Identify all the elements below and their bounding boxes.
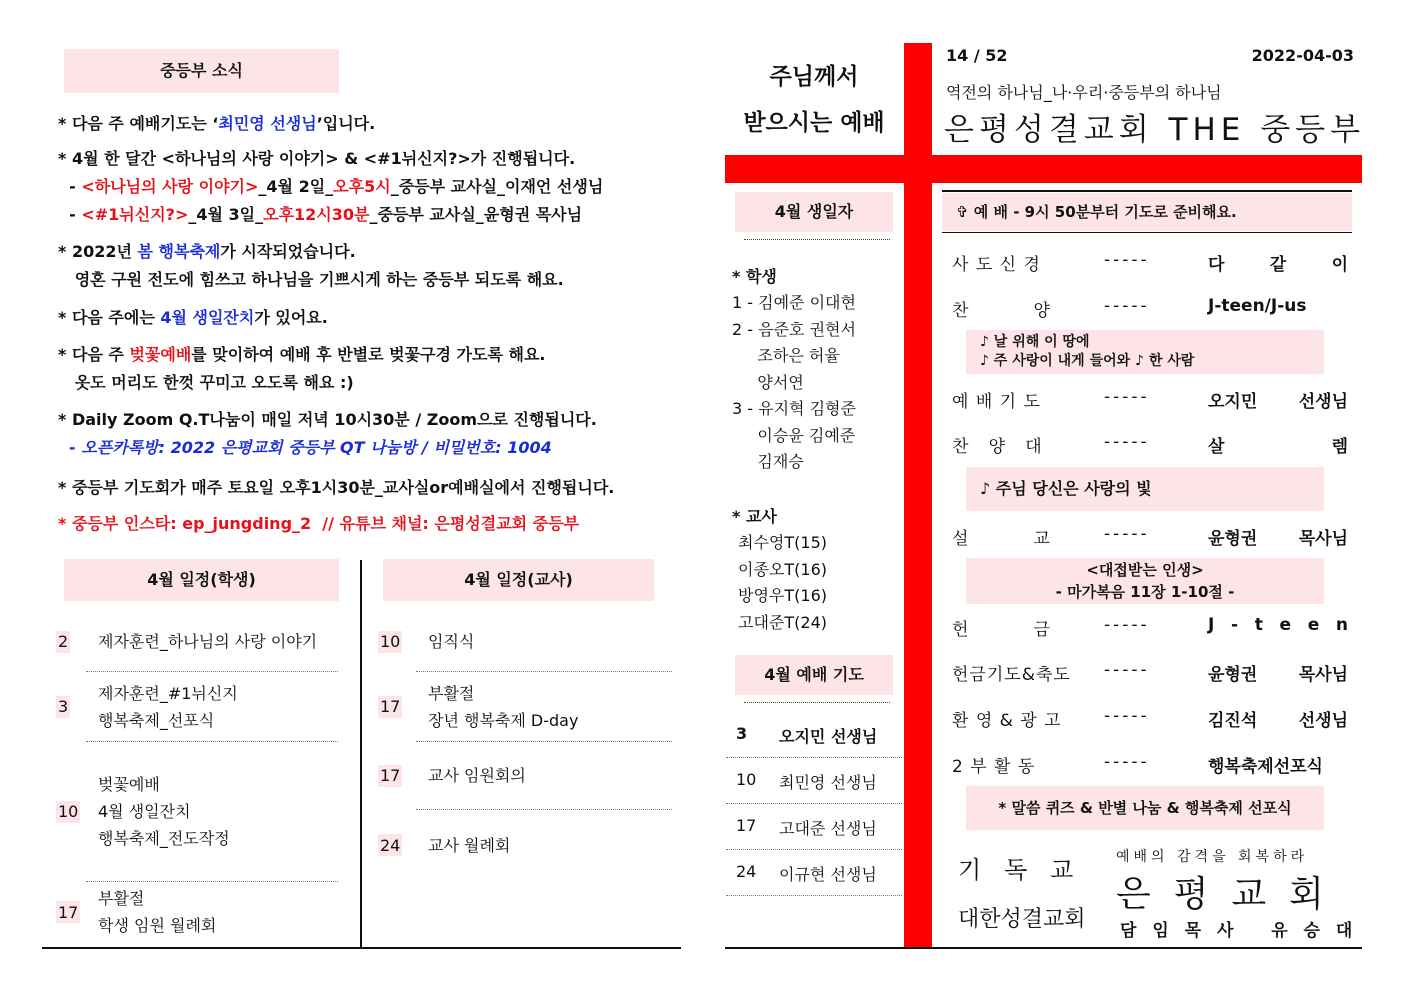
motto-line1: 주님께서 <box>769 64 859 90</box>
announcement-line <box>58 110 375 138</box>
announcement-text: 옷도 머리도 한껏 꾸미고 오도록 해요 :) <box>58 373 354 392</box>
prayer-row <box>726 804 902 850</box>
footer-christian: 기 독 교 <box>958 856 1074 884</box>
hymn-1-line2: ♪ 주 사랑이 내게 들어와 ♪ 한 사람 <box>980 353 1195 369</box>
motto-line2: 받으시는 예배 <box>743 110 885 136</box>
announcement-line <box>58 173 603 201</box>
order-value: 윤형권 목사님 <box>1208 665 1348 685</box>
announcement-line <box>58 510 579 538</box>
student-line: 이승윤 김예준 <box>732 425 856 445</box>
order-dash: ----- <box>1104 432 1150 452</box>
schedule-row <box>380 810 672 880</box>
announcement-text: 가 시작되었습니다. <box>220 242 356 261</box>
schedule-day: 10 <box>58 802 79 821</box>
order-row <box>952 432 1348 456</box>
announcement-text: 가 있어요. <box>254 308 328 327</box>
schedule-students-title: 4월 일정(학생) <box>147 570 256 589</box>
announcement-text: * 다음 주 예배기도는 ‘ <box>58 114 219 133</box>
worship-header-box <box>942 193 1352 231</box>
prayer-title-box <box>735 655 893 695</box>
order-dash: ----- <box>1104 524 1150 544</box>
order-dash: ----- <box>1104 660 1150 680</box>
announcement-text: * 4월 한 달간 <하나님의 사랑 이야기> & <#1뉘신지?>가 진행됩니다. <box>58 149 576 168</box>
announcement-text: 4월 생일잔치 <box>160 308 255 327</box>
birthday-title: 4월 생일자 <box>774 202 854 221</box>
schedule-day: 17 <box>58 902 79 922</box>
announcement-line <box>58 145 603 173</box>
announcement <box>58 510 579 538</box>
teacher-line: 방영우T(16) <box>738 586 827 605</box>
order-row <box>952 615 1348 639</box>
schedule-day: 10 <box>380 632 401 651</box>
announcement-text: 오후5시 <box>333 177 391 196</box>
schedule-line: 부활절 <box>428 683 475 703</box>
activity-box <box>966 786 1324 830</box>
announcement-text: _중등부 교사실_윤형권 목사님 <box>369 205 583 224</box>
hymn-2: ♪ 주님 당신은 사랑의 빛 <box>980 479 1152 498</box>
schedule-line: 벚꽃예배 <box>98 775 160 794</box>
prayer-row <box>726 758 902 804</box>
worship-under-rule <box>942 232 1352 233</box>
announcement-line <box>58 201 603 229</box>
order-dash: ----- <box>1104 752 1150 772</box>
schedule-text <box>98 672 238 741</box>
hymn-box-2 <box>966 467 1324 511</box>
announcement-text: ’입니다. <box>316 114 376 133</box>
order-value: 다 같 이 <box>1208 255 1348 275</box>
student-line: 양서연 <box>732 372 804 392</box>
schedule-line: 제자훈련_#1뉘신지 <box>98 683 238 703</box>
announcement-line <box>58 266 564 294</box>
schedule-text <box>428 672 578 741</box>
announcement-text: - <box>58 177 82 196</box>
schedule-day: 2 <box>58 632 69 651</box>
order-value: 행복축제선포식 <box>1208 757 1323 777</box>
cross-horizontal <box>725 155 1362 183</box>
teachers-label: * 교사 <box>732 507 777 526</box>
footer-denomination: 대한성결교회 <box>958 907 1086 932</box>
order-value: J - t e e n <box>1208 615 1348 635</box>
order-label: 찬 양 <box>952 301 1051 321</box>
church-title: 은평성결교회 THE 중등부 <box>944 112 1366 148</box>
announcement-text: * 다음 주 <box>58 345 130 364</box>
announcement-line <box>58 369 545 397</box>
prayer-day: 10 <box>736 770 757 789</box>
schedule-teachers-title: 4월 일정(교사) <box>464 570 573 589</box>
teacher-line: 이종오T(16) <box>738 559 827 579</box>
birthday-divider <box>744 239 890 240</box>
sermon-passage: - 마가복음 11장 1-10절 - <box>1055 583 1235 601</box>
order-value: 윤형권 목사님 <box>1208 529 1348 549</box>
order-row <box>952 752 1348 776</box>
schedule-day: 17 <box>380 766 401 785</box>
announcement-text: * 2022년 <box>58 242 138 261</box>
prayer-day: 17 <box>736 816 757 835</box>
order-label: 설 교 <box>952 529 1051 549</box>
announcement-text: _4월 2일_ <box>258 177 334 196</box>
sermon-title: <대접받는 인생> <box>1086 561 1204 579</box>
announcement-text: - <box>58 205 82 224</box>
hymn-1-line1: ♪ 날 위해 이 땅에 <box>980 334 1090 350</box>
announcement-text: * 중등부 인스타: ep_jungding_2 // 유튜브 채널: 은평성결교회 중등부 <box>58 514 580 533</box>
prayer-row <box>726 850 902 896</box>
prayer-name: 오지민 선생님 <box>779 727 878 746</box>
issue-date: 2022-04-03 <box>1251 46 1354 65</box>
schedule-line: 교사 월례회 <box>428 835 511 855</box>
schedule-line: 제자훈련_하나님의 사랑 이야기 <box>98 632 318 651</box>
schedule-day: 24 <box>380 835 401 855</box>
schedule-line: 4월 생일잔치 <box>98 802 191 821</box>
announcement <box>58 341 545 397</box>
order-row <box>952 524 1348 548</box>
prayer-row <box>726 712 902 758</box>
order-value: 오지민 선생님 <box>1208 392 1348 412</box>
announcement-text: - 오픈카톡방: 2022 은평교회 중등부 QT 나눔방 / 비밀번호: 1004 <box>58 438 552 457</box>
news-title-box <box>64 49 339 93</box>
announcement-text: 영혼 구원 전도에 힘쓰고 하나님을 기쁘시게 하는 중등부 되도록 해요. <box>58 270 564 289</box>
prayer-name: 고대준 선생님 <box>779 819 877 838</box>
announcement-text: * Daily Zoom Q.T나눔이 매일 저녁 10시30분 / Zoom으로 진행됩니다. <box>58 410 597 429</box>
student-line: 김재승 <box>732 452 804 471</box>
news-title: 중등부 소식 <box>160 61 243 80</box>
order-row <box>952 296 1348 320</box>
student-line: 3 - 유지혁 김형준 <box>732 399 856 418</box>
footer-pastor: 담 임 목 사 유 승 대 <box>1120 921 1358 941</box>
teacher-line: 최수영T(15) <box>738 533 827 552</box>
schedule-day: 3 <box>58 697 69 716</box>
footer-church: 은 평 교 회 <box>1116 874 1324 915</box>
issue-number: 14 / 52 <box>946 46 1008 65</box>
schedule-line: 교사 임원회의 <box>428 766 526 785</box>
order-row <box>952 250 1348 274</box>
students-list <box>732 290 856 476</box>
announcement-text: 봄 행복축제 <box>137 242 221 261</box>
schedule-text <box>98 742 230 881</box>
schedule-day: 17 <box>380 697 401 716</box>
schedule-row <box>58 882 338 942</box>
hymn-box-1 <box>966 330 1324 374</box>
order-dash: ----- <box>1104 250 1150 270</box>
schedule-teachers-title-box <box>383 559 654 601</box>
announcement <box>58 406 597 462</box>
announcement-text: 오후12시30분 <box>263 205 370 224</box>
schedule-line: 행복축제_선포식 <box>98 710 215 730</box>
announcement-line <box>58 304 328 332</box>
prayer-day: 3 <box>736 724 748 743</box>
announcement-line <box>58 341 545 369</box>
footer-slogan: 예배의 감격을 회복하라 <box>1116 849 1309 865</box>
announcement <box>58 474 614 502</box>
worship-top-rule <box>942 190 1352 192</box>
announcement-text: 를 맞이하여 예배 후 반별로 벚꽃구경 가도록 해요. <box>191 345 546 364</box>
student-line: 1 - 김예준 이대현 <box>732 293 856 312</box>
schedule-row <box>58 742 338 882</box>
announcement-text: <하나님의 사랑 이야기> <box>81 177 259 196</box>
announcement-text: 최민영 선생님 <box>218 114 317 133</box>
students-label: * 학생 <box>732 267 777 286</box>
announcement-text: 벚꽃예배 <box>129 345 192 364</box>
order-label: 예 배 기 도 <box>952 392 1041 412</box>
announcement <box>58 110 375 138</box>
subtitle: 역전의 하나님_나·우리·중등부의 하나님 <box>946 83 1222 102</box>
student-line: 조하은 허율 <box>732 346 840 365</box>
announcement-text: <#1뉘신지?> <box>81 205 189 224</box>
announcement-text: * 중등부 기도회가 매주 토요일 오후1시30분_교사실or예배실에서 진행됩니다. <box>58 478 615 497</box>
order-label: 환 영 & 광 고 <box>952 711 1062 731</box>
schedule-row <box>58 612 338 672</box>
schedule-line: 임직식 <box>428 632 475 651</box>
announcement <box>58 304 328 332</box>
schedule-row <box>58 672 338 742</box>
schedule-line: 행복축제_전도작정 <box>98 829 230 848</box>
teacher-line: 고대준T(24) <box>738 612 827 632</box>
announcement <box>58 145 603 229</box>
order-dash: ----- <box>1104 387 1150 407</box>
announcement-line <box>58 238 564 266</box>
order-label: 사 도 신 경 <box>952 255 1041 275</box>
right-bottom-rule <box>725 947 1362 949</box>
schedule-row <box>380 742 672 810</box>
prayer-title: 4월 예배 기도 <box>764 665 864 684</box>
order-row <box>952 660 1348 684</box>
announcement-text: * 다음 주에는 <box>58 308 161 327</box>
order-label: 헌 금 <box>952 620 1051 640</box>
schedule-text <box>98 882 216 942</box>
announcement-line <box>58 434 597 462</box>
announcement-text: _4월 3일_ <box>188 205 264 224</box>
order-value: 살 렘 <box>1208 437 1348 457</box>
sermon-box <box>966 558 1324 604</box>
order-dash: ----- <box>1104 296 1150 316</box>
schedule-text <box>428 612 474 671</box>
order-row <box>952 387 1348 411</box>
schedule-line: 부활절 <box>98 889 145 908</box>
order-dash: ----- <box>1104 706 1150 726</box>
order-label: 2 부 활 동 <box>952 757 1036 777</box>
announcement-line <box>58 474 614 502</box>
schedule-divider <box>360 560 362 948</box>
order-label: 찬 양 대 <box>952 437 1043 457</box>
worship-header: ✞ 예 배 - 9시 50분부터 기도로 준비해요. <box>956 203 1237 221</box>
left-bottom-rule <box>42 947 681 949</box>
schedule-students-title-box <box>64 559 339 601</box>
announcement-text: _중등부 교사실_이재언 선생님 <box>390 177 604 196</box>
schedule-line: 장년 행복축제 D-day <box>428 710 579 730</box>
teachers-list <box>738 530 827 636</box>
schedule-row <box>380 612 672 672</box>
order-dash: ----- <box>1104 615 1150 635</box>
schedule-text <box>98 612 317 671</box>
announcement-line <box>58 406 597 434</box>
prayer-name: 최민영 선생님 <box>779 773 877 792</box>
order-value: 김진석 선생님 <box>1208 711 1348 731</box>
order-label: 헌금기도&축도 <box>952 665 1071 685</box>
student-line: 2 - 음준호 권현서 <box>732 319 856 339</box>
prayer-day: 24 <box>736 862 757 881</box>
announcement <box>58 238 564 294</box>
prayer-name: 이규현 선생님 <box>779 865 877 884</box>
order-value: J-teen/J-us <box>1208 296 1307 316</box>
schedule-row <box>380 672 672 742</box>
activity: * 말씀 퀴즈 & 반별 나눔 & 행복축제 선포식 <box>998 799 1292 817</box>
schedule-text <box>428 742 526 809</box>
birthday-title-box <box>735 192 893 232</box>
schedule-line: 학생 임원 월례회 <box>98 916 217 935</box>
prayer-divider <box>744 702 890 703</box>
schedule-text <box>428 810 510 880</box>
order-row <box>952 706 1348 730</box>
